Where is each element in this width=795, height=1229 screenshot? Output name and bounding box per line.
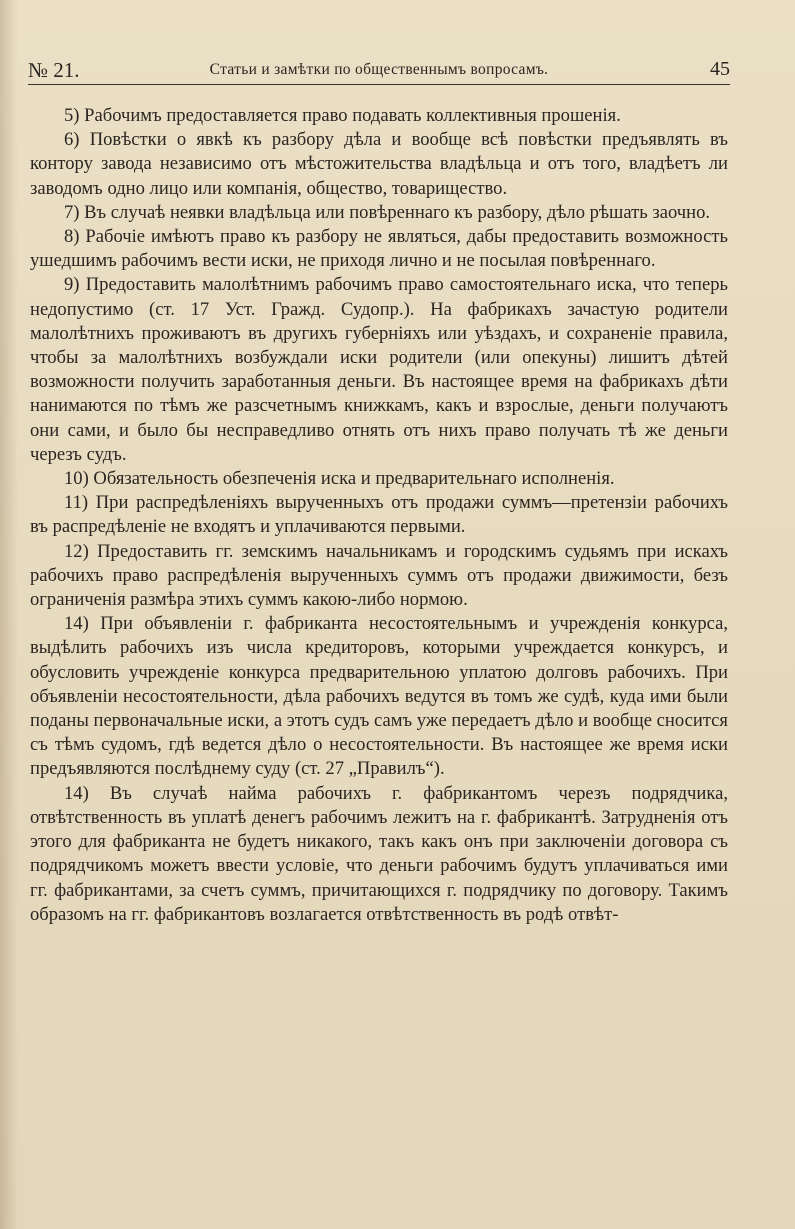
paragraph-12: 12) Предоставить гг. земскимъ начальникамъ и городскимъ судьямъ при искахъ рабочихъ право распредѣленія вырученныхъ суммъ отъ продажи движимости, безъ ограниченія размѣра этихъ суммъ какою-либо нормою. <box>30 540 728 611</box>
paragraph-5: 5) Рабочимъ предоставляется право подавать коллективныя прошенія. <box>64 105 621 126</box>
issue-number: № 21. <box>28 58 80 82</box>
paragraph-11: 11) При распредѣленіяхъ вырученныхъ отъ продажи суммъ—претензіи рабочихъ въ распредѣленіе не входятъ и уплачиваются первыми. <box>30 492 728 538</box>
paragraph-6: 6) Повѣстки о явкѣ къ разбору дѣла и вообще всѣ повѣстки предъявлять въ контору завода независимо отъ мѣстожительства владѣльца и отъ того, владѣетъ ли заводомъ одно лицо или компанія, общество, товарищество. <box>30 129 728 199</box>
paragraph-10: 10) Обязательность обезпеченія иска и предварительнаго исполненія. <box>64 468 615 490</box>
paragraph-9: 9) Предоставить малолѣтнимъ рабочимъ право самостоятельнаго иска, что теперь недопустимо (ст. 17 Уст. Гражд. Судопр.). На фабрикахъ зачастую родители малолѣтнихъ проживаютъ въ другихъ губерніяхъ или уѣздахъ, и сохраненіе правила, чтобы за малолѣтнихъ возбуждали иски родители (или опекуны) лишитъ дѣтей возможности получить заработанныя деньги. Въ настоящее время на фабрикахъ дѣти нанимаются по тѣмъ же разсчетнымъ книжкамъ, какъ и взрослые, деньги получаютъ они сами, и было бы несправедливо отнять отъ нихъ право получать тѣ же деньги черезъ судъ. <box>30 274 728 465</box>
page-body <box>30 104 728 927</box>
paragraph-14a: 14) При объявленіи г. фабриканта несостоятельнымъ и учрежденія конкурса, выдѣлить рабочихъ изъ числа кредиторовъ, которыми учреждается конкурсъ, и обусловить учрежденіе конкурса предварительною уплатою долговъ рабочихъ. При объявленіи несостоятельности, дѣла рабочихъ ведутся въ томъ же судѣ, куда ими были поданы первоначальные иски, а этотъ судъ самъ уже передаетъ дѣло и вообще сносится съ тѣмъ судомъ, гдѣ ведется дѣло о несостоятельности. Въ настоящее же время иски предъявляются послѣднему суду (ст. 27 „Правилъ“). <box>30 613 728 780</box>
paragraph-7: 7) Въ случаѣ неявки владѣльца или повѣреннаго къ разбору, дѣло рѣшать заочно. <box>64 201 711 223</box>
section-title: Статьи и замѣтки по общественнымъ вопросамъ. <box>209 61 549 78</box>
page-number: 45 <box>710 58 730 80</box>
running-header <box>28 58 730 85</box>
paragraph-8: 8) Рабочіе имѣютъ право къ разбору не являться, дабы предоставить возможность ушедшимъ рабочимъ вести иски, не приходя лично и не посылая повѣреннаго. <box>30 226 728 272</box>
paragraph-14b: 14) Въ случаѣ найма рабочихъ г. фабрикантомъ черезъ подрядчика, отвѣтственность въ уплатѣ денегъ рабочимъ лежитъ на г. фабрикантѣ. Затрудненія отъ этого для фабриканта не будетъ никакого, такъ какъ онъ при заключеніи договора съ подрядчикомъ можетъ ввести условіе, что деньги рабочимъ будутъ уплачиваться ими гг. фабрикантами, за счетъ суммъ, причитающихся г. подрядчику по договору. Такимъ образомъ на гг. фабрикантовъ возлагается отвѣтственность въ родѣ отвѣт- <box>30 782 728 925</box>
